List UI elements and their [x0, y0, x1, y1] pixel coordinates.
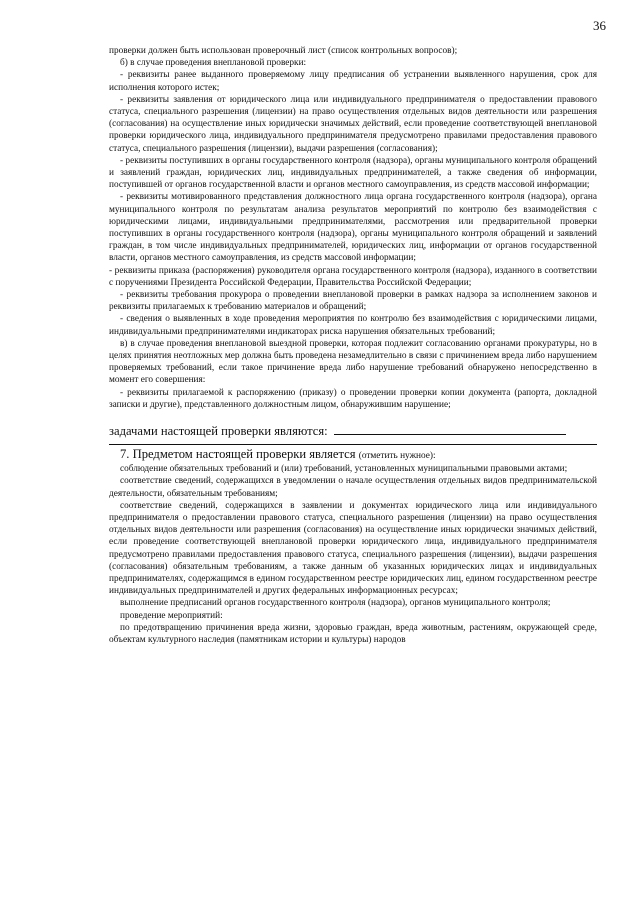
paragraph: соответствие сведений, содержащихся в заявлении и документах юридического лица или индивидуального предпринимателя о предоставлении правового статуса, специального разрешения (лицензии) на право осуществления отдельных видов деятельности или разрешения (согласования) на осуществление иных юридически значимых действий, если проведение соответствующей внеплановой проверки юридического лица, индивидуального предпринимателя предусмотрено правилами предоставления правового статуса, специального разрешения (лицензии), выдачи разрешения (согласования) обязательным требованиям, а также данным об указанных юридических лицах и индивидуальных предпринимателях, содержащимся в едином государственном реестре юридических лиц, едином государственном реестре индивидуальных предпринимателей и других федеральных информационных ресурсах;	[109, 500, 597, 597]
section-7-heading	[109, 447, 597, 463]
paragraphs-bottom	[109, 463, 597, 646]
paragraph: соответствие сведений, содержащихся в уведомлении о начале осуществления отдельных видов предпринимательской деятельности, обязательным требованиям;	[109, 476, 597, 499]
paragraph: - реквизиты ранее выданного проверяемому лицу предписания об устранении выявленного нарушения, срок для исполнения которого истек;	[109, 70, 597, 93]
section-7-note: (отметить нужное):	[358, 451, 436, 462]
tasks-line	[109, 424, 597, 439]
paragraph: - реквизиты прилагаемой к распоряжению (приказу) о проведении проверки копии документа (рапорта, докладной записки и другие), представленного должностным лицом, обнаружившим нарушение;	[109, 387, 597, 410]
paragraphs-top	[109, 45, 597, 411]
paragraph: - реквизиты требования прокурора о проведении внеплановой проверки в рамках надзора за исполнением законов и реквизиты прилагаемых к требованию материалов и обращений;	[109, 290, 597, 313]
paragraph: в) в случае проведения внеплановой выездной проверки, которая подлежит согласованию органами прокуратуры, но в целях принятия неотложных мер должна быть проведена незамедлительно в связи с причинением вреда либо нарушением проверяемых требований, если такое причинение вреда либо нарушение требований обнаружено непосредственно в момент его совершения:	[109, 338, 597, 386]
paragraph: по предотвращению причинения вреда жизни, здоровью граждан, вреда животным, растениям, окружающей среде, объектам культурного наследия (памятникам истории и культуры) народов	[109, 622, 597, 645]
paragraph: - реквизиты заявления от юридического лица или индивидуального предпринимателя о предоставлении правового статуса, специального разрешения (лицензии) на право осуществления отдельных видов деятельности или разрешения (согласования) на осуществление иных юридически значимых действий, если проведение соответствующей внеплановой проверки юридического лица, индивидуального предпринимателя предусмотрено правилами предоставления правового статуса, специального разрешения (лицензии), выдачи разрешения (согласования);	[109, 94, 597, 154]
section-7-title: 7. Предметом настоящей проверки является	[120, 447, 356, 462]
paragraph: - сведения о выявленных в ходе проведения мероприятия по контролю без взаимодействия с юридическими лицами, индивидуальными предпринимателями индикаторах риска нарушения обязательных требований;	[109, 314, 597, 337]
paragraph: - реквизиты приказа (распоряжения) руководителя органа государственного контроля (надзора), изданного в соответствии с поручениями Президента Российской Федерации, Правительства Российской Федерации;	[109, 265, 597, 288]
page-number: 36	[593, 18, 606, 33]
paragraph: выполнение предписаний органов государственного контроля (надзора), органов муниципального контроля;	[120, 598, 551, 609]
paragraph: соблюдение обязательных требований и (или) требований, установленных муниципальными правовыми актами;	[120, 464, 568, 475]
paragraph: проверки должен быть использован проверочный лист (список контрольных вопросов);	[109, 46, 458, 56]
paragraph: проведение мероприятий:	[120, 610, 223, 621]
tasks-blank-field[interactable]	[334, 434, 566, 435]
document-body	[109, 45, 597, 646]
paragraph: - реквизиты мотивированного представления должностного лица органа государственного контроля (надзора), органа муниципального контроля по результатам анализа результатов мероприятий по контролю без взаимодействия с юридическими лицами, индивидуальными предпринимателями, рассмотрения или предварительной проверки поступивших в органы государственного контроля (надзора), органы муниципального контроля обращений и заявлений граждан, в том числе индивидуальных предпринимателей, юридических лиц, информации от органов государственной власти, органов местного самоуправления, из средств массовой информации;	[109, 192, 597, 264]
section-divider	[109, 444, 597, 445]
tasks-label: задачами настоящей проверки являются:	[109, 424, 328, 439]
paragraph: б) в случае проведения внеплановой проверки:	[120, 58, 307, 69]
paragraph: - реквизиты поступивших в органы государственного контроля (надзора), органы муниципального контроля обращений и заявлений граждан, юридических лиц, индивидуальных предпринимателей, а также сведения об информации, поступившей от органов государственной власти и органов местного самоуправления, из средств массовой информации;	[109, 155, 597, 191]
